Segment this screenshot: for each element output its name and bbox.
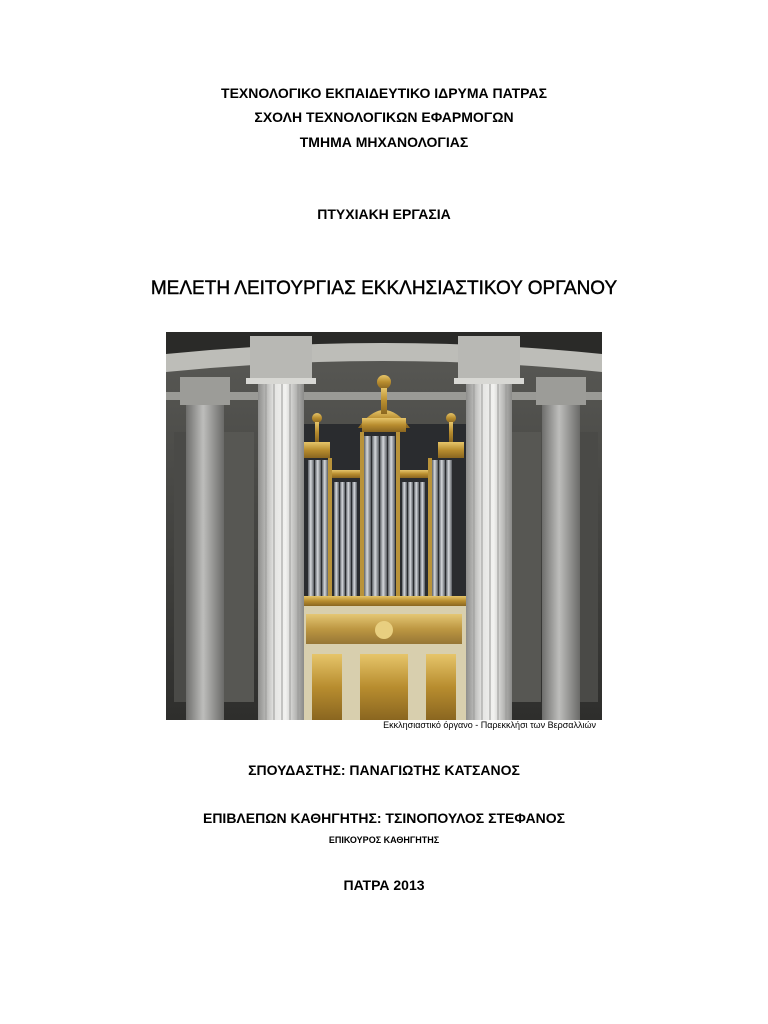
organ-photo	[166, 332, 602, 720]
student-name: ΣΠΟΥΔΑΣΤΗΣ: ΠΑΝΑΓΙΩΤΗΣ ΚΑΤΣΑΝΟΣ	[248, 762, 520, 778]
department-name: ΤΜΗΜΑ ΜΗΧΑΝΟΛΟΓΙΑΣ	[299, 134, 469, 150]
institution-name: ΤΕΧΝΟΛΟΓΙΚΟ ΕΚΠΑΙΔΕΥΤΙΚΟ ΙΔΡΥΜΑ ΠΑΤΡΑΣ	[221, 85, 547, 101]
school-name: ΣΧΟΛΗ ΤΕΧΝΟΛΟΓΙΚΩΝ ΕΦΑΡΜΟΓΩΝ	[254, 109, 514, 125]
supervisor-rank: ΕΠΙΚΟΥΡΟΣ ΚΑΘΗΓΗΤΗΣ	[328, 835, 440, 845]
supervisor-name: ΕΠΙΒΛΕΠΩΝ ΚΑΘΗΓΗΤΗΣ: ΤΣΙΝΟΠΟΥΛΟΣ ΣΤΕΦΑΝΟΣ	[202, 810, 566, 826]
thesis-title: ΜΕΛΕΤΗ ΛΕΙΤΟΥΡΓΙΑΣ ΕΚΚΛΗΣΙΑΣΤΙΚΟΥ ΟΡΓΑΝΟΥ	[150, 278, 618, 299]
photo-caption: Εκκλησιαστικό όργανο - Παρεκκλήσι των Βερσαλλιών	[383, 720, 596, 730]
thesis-type: ΠΤΥΧΙΑΚΗ ΕΡΓΑΣΙΑ	[317, 206, 451, 222]
place-year: ΠΑΤΡΑ 2013	[343, 877, 425, 893]
